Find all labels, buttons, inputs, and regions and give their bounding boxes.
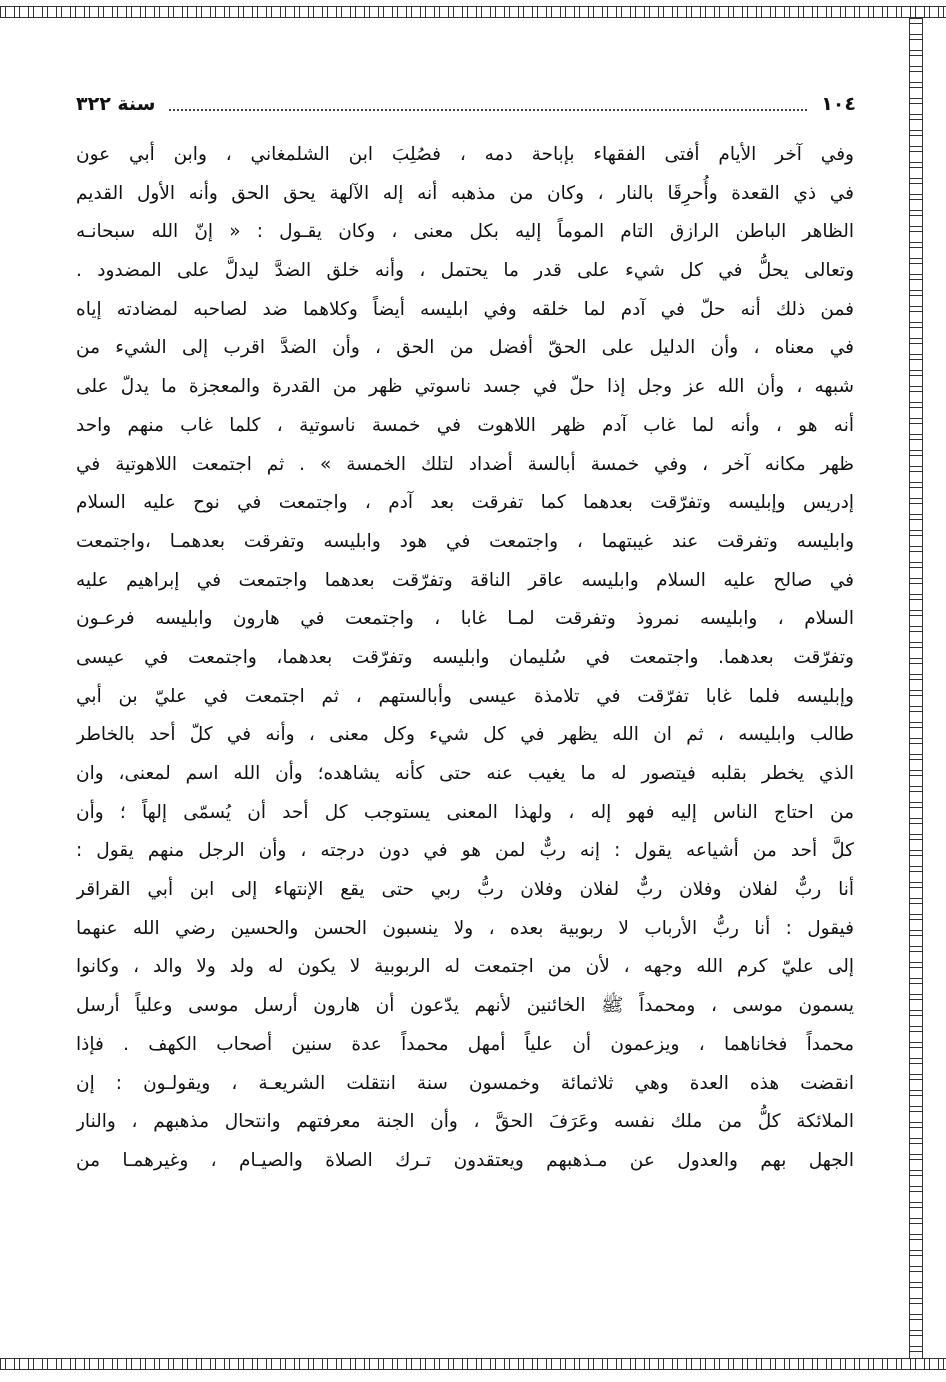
text-line: وتعالى يحلُّ في كل شيء على قدر ما يحتمل ، وأنه خلق الضدَّ ليدلَّ على المضدود . xyxy=(76,260,854,282)
text-line: وتفرّقت بعدهما. واجتمعت في سُليمان وابليسه وتفرّقت بعدهما، واجتمعت في عيسى xyxy=(76,646,854,668)
text-line: الذي يخطر بقلبه فيتصور له ما يغيب عنه حتى كأنه يشاهده؛ وأن الله اسم لمعنى، وان xyxy=(76,763,854,784)
decorative-border-right xyxy=(909,18,923,1358)
decorative-border-bottom xyxy=(0,1358,946,1370)
text-line: السلام ، وابليسه نمروذ وتفرقت لمـا غابا ، واجتمعت في هارون وابليسه فرعـون xyxy=(76,608,854,630)
text-line: كلَّ أحد من أشياعه يقول : إنه ربٌّ لمن هو في دون درجته ، وأن الرجل منهم يقول : xyxy=(76,840,854,862)
page-header xyxy=(76,88,856,120)
text-line: في ذي القعدة وأُحرِقَا بالنار ، وكان من مذهبه أنه إله الآلهة يحق الحق وأنه الأول القديم xyxy=(76,182,854,204)
running-title-year: سنة ٣٢٢ xyxy=(76,93,156,115)
decorative-border-top xyxy=(0,6,946,18)
page-number: ١٠٤ xyxy=(821,93,856,115)
text-line: أنه هو ، وأنه لما غاب آدم ظهر اللاهوت في خمسة ناسوتية ، كلما غاب منهم واحد xyxy=(76,414,854,436)
text-line: وابليسه وتفرقت عند غيبتهما ، واجتمعت في هود وابليسه وتفرقت بعدهمـا ،واجتمعت xyxy=(76,530,854,552)
text-line: أنا ربٌّ لفلان وفلان ربٌّ لفلان وفلان ربُّ ربي حتى يقع الإنتهاء إلى ابن أبي القراقر xyxy=(76,879,854,901)
text-line: في معناه ، وأن الدليل على الحقّ أفضل من الحق ، وأن الضدَّ اقرب إلى الشيء من xyxy=(76,337,854,359)
text-line: إلى عليّ كرم الله وجهه ، لأن من اجتمعت له الربوبية لا يكون له ولد ولا والد ، وكانوا xyxy=(76,956,854,978)
text-line: يسمون موسى ، ومحمداً ﷺ الخائنين لأنهم يدّعون أن هارون أرسل موسى وعلياً أرسل xyxy=(76,995,854,1017)
text-line: فمن ذلك أنه حلّ في آدم لما خلقه وفي ابليسه أيضاً وكلاهما ضد لصاحبه لمضادته إياه xyxy=(76,298,854,320)
text-line: فيقول : أنا ربُّ الأرباب لا ربوبية بعده ، ولا ينسبون الحسن والحسين رضي الله عنهما xyxy=(76,917,854,939)
text-line: شبهه ، وأن الله عز وجل إذا حلّ في جسد ناسوتي ظهر من القدرة والمعجزة ما يدلّ على xyxy=(76,376,854,398)
text-line: من احتاج الناس إليه فهو إله ، ولهذا المعنى يستوجب كل أحد أن يُسمّى إلهاً ؛ وأن xyxy=(76,801,854,823)
text-line: طالب وابليسه ، ثم ان الله يظهر في كل شيء وكل معنى ، وأنه في كلّ أحد بالخاطر xyxy=(76,724,854,746)
text-line: ظهر مكانه آخر ، وفي خمسة أبالسة أضداد لتلك الخمسة » . ثم اجتمعت اللاهوتية في xyxy=(76,453,854,475)
text-line: الملائكة كلُّ من ملك نفسه وعَرَفَ الحقَّ ، وأن الجنة معرفتهم وانتحال مذهبهم ، والنار xyxy=(76,1111,854,1133)
text-line: انقضت هذه العدة وهي ثلاثمائة وخمسون سنة انتقلت الشريعـة ، ويقولـون : إن xyxy=(76,1072,854,1094)
text-line: وإبليسه فلما غابا تفرّقت في تلامذة عيسى وأبالستهم ، ثم اجتمعت في عليّ بن أبي xyxy=(76,685,854,707)
text-line: إدريس وإبليسه وتفرّقت بعدهما كما تفرقت بعد آدم ، واجتمعت في نوح عليه السلام xyxy=(76,492,854,514)
text-line: وفي آخر الأيام أفتى الفقهاء بإباحة دمه ، فصُلِبَ ابن الشلمغاني ، وابن أبي عون xyxy=(76,144,854,165)
body-text xyxy=(76,136,854,1181)
text-line: الجهل بهم والعدول عن مـذهبهم ويعتقدون تـرك الصلاة والصيـام ، وغيرهمـا من xyxy=(76,1149,854,1171)
header-dotted-leader xyxy=(169,109,807,111)
text-line: الظاهر الباطن الرازق التام الموماً إليه بكل معنى ، وكان يقـول : « إنّ الله سبحانـه xyxy=(76,221,854,243)
text-line: محمداً فخاناهما ، ويزعمون أن علياً أمهل محمداً عدة سنين أصحاب الكهف . فإذا xyxy=(76,1033,854,1055)
text-line: في صالح عليه السلام وابليسه عاقر الناقة وتفرّقت بعدهما واجتمعت في إبراهيم عليه xyxy=(76,569,854,591)
